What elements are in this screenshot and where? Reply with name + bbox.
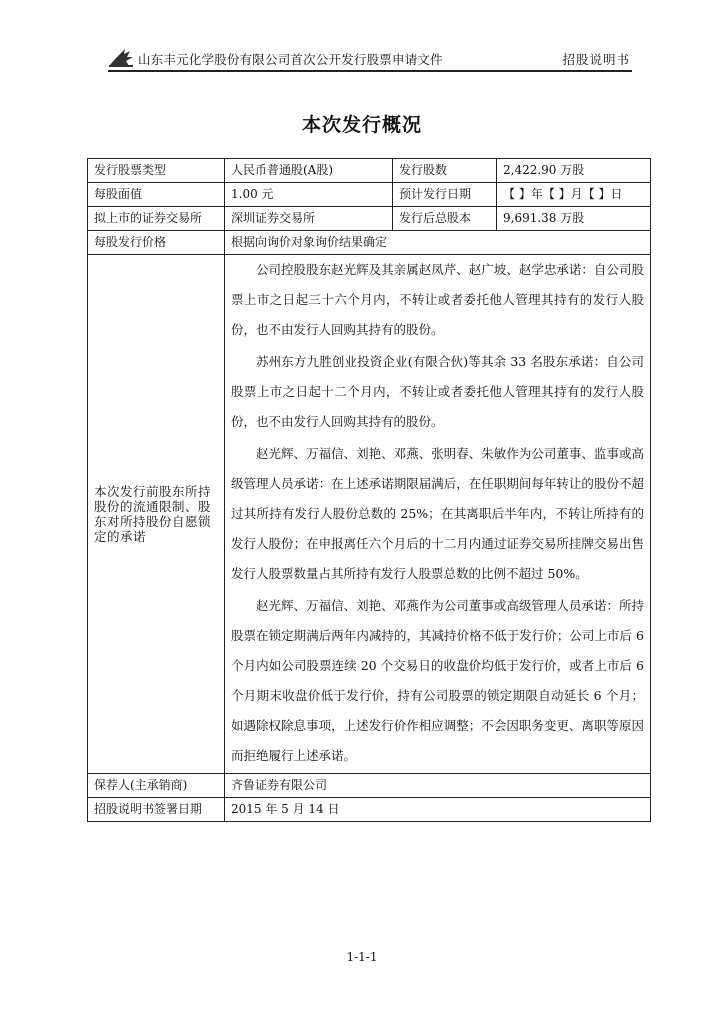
table-row (88, 255, 651, 774)
table-row (88, 774, 651, 798)
table-row (88, 231, 651, 255)
stock-type-label: 发行股票类型 (88, 159, 225, 183)
signing-date-value: 2015 年 5 月 14 日 (225, 798, 651, 822)
page-number: 1-1-1 (346, 950, 378, 964)
company-logo-icon (108, 48, 134, 68)
par-value-value: 1.00 元 (225, 183, 393, 207)
table-row (88, 183, 651, 207)
stock-type-value: 人民币普通股(A股) (225, 159, 393, 183)
commitment-paragraph: 赵光辉、万福信、刘艳、邓燕、张明春、朱敏作为公司董事、监事或高级管理人员承诺：在上述承诺期限届满后，在任职期间每年转让的股份不超过其所持有发行人股份总数的 25%；在其离职后半年内，不转让所持有的发行人股份；在申报离任六个月后的十二月内通过证券交易所挂牌交易出售发行人股票数量占其所持有发行人股票总数的比例不超过 50%。 (231, 446, 644, 581)
issue-date-value: 【 】年【 】月【 】日 (497, 183, 651, 207)
shares-issued-value: 2,422.90 万股 (497, 159, 651, 183)
issue-price-label: 每股发行价格 (88, 231, 225, 255)
issue-price-value: 根据向询价对象询价结果确定 (225, 231, 651, 255)
commitment-label: 本次发行前股东所持股份的流通限制、股东对所持股份自愿锁定的承诺 (88, 255, 225, 774)
sponsor-value: 齐鲁证券有限公司 (225, 774, 651, 798)
header-section-title: 招股说明书 (562, 52, 630, 67)
offering-overview-table (87, 158, 651, 822)
total-shares-value: 9,691.38 万股 (497, 207, 651, 231)
commitment-paragraph: 苏州东方九胜创业投资企业(有限合伙)等其余 33 名股东承诺：自公司股票上市之日起十二个月内，不转让或者委托他人管理其持有的发行人股份，也不由发行人回购其持有的股份。 (231, 354, 644, 429)
exchange-label: 拟上市的证券交易所 (88, 207, 225, 231)
signing-date-label: 招股说明书签署日期 (88, 798, 225, 822)
header-document-title: 山东丰元化学股份有限公司首次公开发行股票申请文件 (138, 52, 443, 67)
par-value-label: 每股面值 (88, 183, 225, 207)
table-row (88, 798, 651, 822)
commitment-body (225, 255, 651, 774)
page-title: 本次发行概况 (301, 114, 422, 136)
issue-date-label: 预计发行日期 (393, 183, 497, 207)
shares-issued-label: 发行股数 (393, 159, 497, 183)
exchange-value: 深圳证券交易所 (225, 207, 393, 231)
commitment-paragraph: 公司控股股东赵光辉及其亲属赵凤芹、赵广坡、赵学忠承诺：自公司股票上市之日起三十六个月内，不转让或者委托他人管理其持有的发行人股份，也不由发行人回购其持有的股份。 (231, 262, 644, 337)
page-header (108, 44, 632, 72)
table-row (88, 207, 651, 231)
sponsor-label: 保荐人(主承销商) (88, 774, 225, 798)
commitment-paragraph: 赵光辉、万福信、刘艳、邓燕作为公司董事或高级管理人员承诺：所持股票在锁定期满后两年内减持的，其减持价格不低于发行价；公司上市后 6 个月内如公司股票连续 20 个交易日的收盘价均低于发行价，或者上市后 6 个月期末收盘价低于发行价，持有公司股票的锁定期限自动延长 6 个月；如遇除权除息事项，上述发行价作相应调整；不会因职务变更、离职等原因而拒绝履行上述承诺。 (231, 598, 644, 763)
table-row (88, 159, 651, 183)
total-shares-label: 发行后总股本 (393, 207, 497, 231)
